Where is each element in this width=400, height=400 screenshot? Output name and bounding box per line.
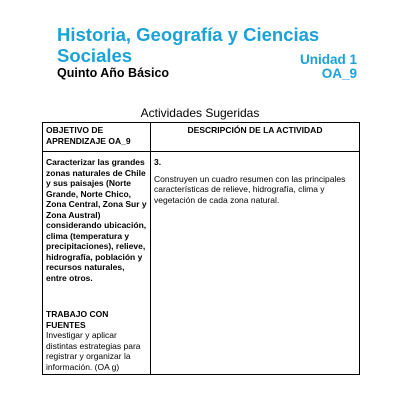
skill-text: Investigar y aplicar distintas estrategias para registrar y organizar la información. (OA g) xyxy=(46,330,141,372)
grade-label: Quinto Año Básico xyxy=(57,66,170,80)
activity-cell xyxy=(151,152,360,375)
activities-table xyxy=(42,122,360,375)
table-row xyxy=(43,152,360,375)
objective-column-header: OBJETIVO DE APRENDIZAJE OA_9 xyxy=(43,123,151,152)
subject-title-line2: Sociales xyxy=(57,45,133,66)
objective-cell xyxy=(43,152,151,375)
oa-code: OA_9 xyxy=(321,66,357,81)
section-title: Actividades Sugeridas xyxy=(140,106,260,120)
skill-heading: TRABAJO CON FUENTES xyxy=(46,309,109,330)
unit-label: Unidad 1 xyxy=(299,52,357,67)
subject-title-line1: Historia, Geografía y Ciencias xyxy=(57,24,320,45)
activity-text: Construyen un cuadro resumen con las principales características de relieve, hidrografía, clima y vegetación de cada zona natural. xyxy=(154,173,346,205)
objective-text: Caracterizar las grandes zonas naturales de Chile y sus paisajes (Norte Grande, Norte Chico, Zona Central, Zona Sur y Zona Austral) considerando ubicación, clima (temperatura y precipitaciones), relieve, hidrografía, población y recursos naturales, entre otros. xyxy=(46,157,147,283)
activity-number: 3. xyxy=(154,157,162,167)
description-column-header: DESCRIPCIÓN DE LA ACTIVIDAD xyxy=(151,123,360,152)
table-header-row xyxy=(43,123,360,152)
